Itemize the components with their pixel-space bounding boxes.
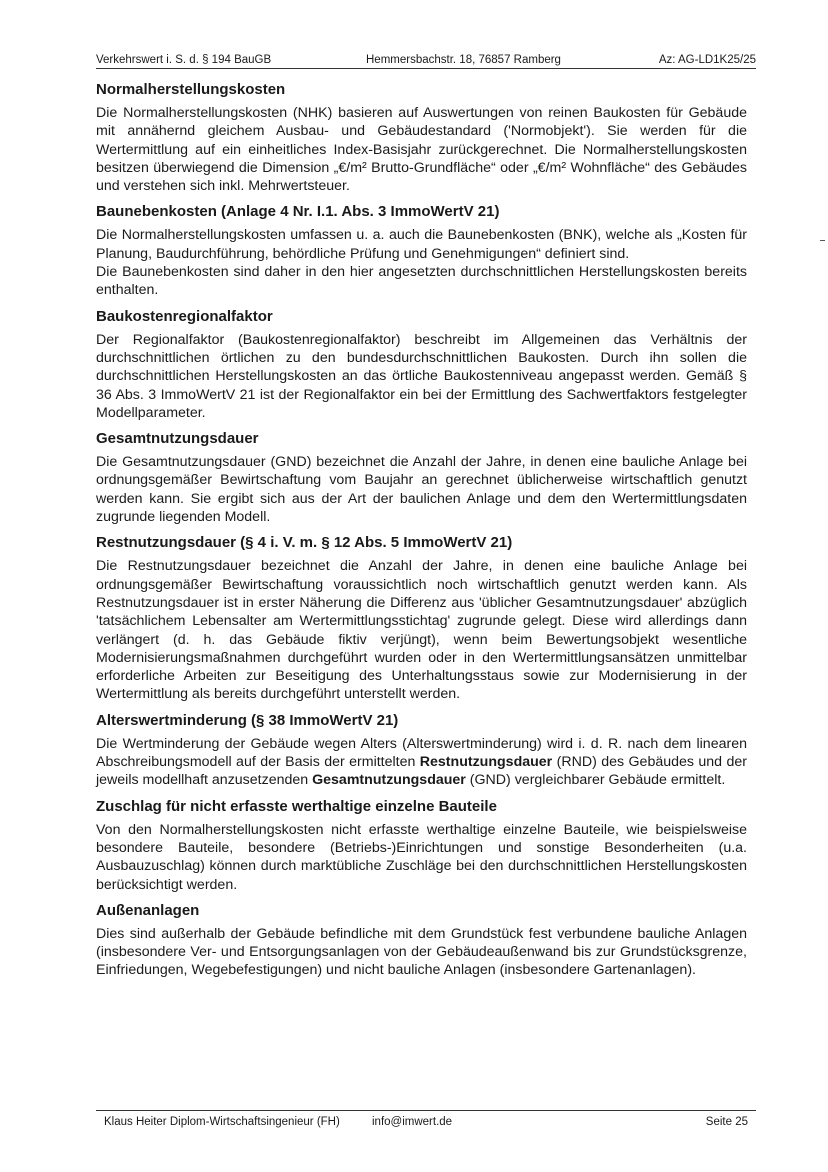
paragraph: Der Regionalfaktor (Baukostenregionalfaktor) beschreibt im Allgemeinen das Verhältnis der durchschnittlichen örtlichen zu den bundesdurchschnittlichen Baukosten. Durch ihn sollen die durchschnittlichen Herstellungskosten an das örtliche Baukostenniveau angepasst werden. Gemäß § 36 Abs. 3 ImmoWertV 21 ist der Regionalfaktor ein bei der Ermittlung des Sachwertfaktors festgelegter Modellparameter. [96,331,747,421]
header-left-text: Verkehrswert i. S. d. § 194 BauGB [96,54,272,66]
page-footer [96,1110,756,1131]
paragraph: Die Baunebenkosten sind daher in den hier angesetzten durchschnittlichen Herstellungskosten bereits enthalten. [96,264,747,299]
page-number: Seite 25 [705,1116,748,1128]
section-body [96,925,747,980]
paragraph-text: Die Wertminderung der Gebäude wegen Alters (Alterswertminderung) wird i. d. R. nach dem linearen Abschreibungsmodell auf der Basis der ermittelten [96,735,747,771]
section-gesamtnutzungsdauer [96,429,747,526]
section-body [96,453,747,526]
section-body [96,104,747,195]
section-title: Normalherstellungskosten [96,81,286,98]
bold-term-restnutzungsdauer: Restnutzungsdauer [419,754,553,771]
section-body [96,331,747,422]
section-zuschlag-bauteile [96,797,747,894]
page-header [96,52,756,69]
paragraph: Von den Normalherstellungskosten nicht erfasste werthaltige einzelne Bauteile, wie beispielsweise besondere Bauteile, besondere (Betriebs-)Einrichtungen und sonstige Besonderheiten (u.a. Ausbauzuschlag) können durch marktübliche Zuschläge bei den durchschnittlichen Herstellungskosten berücksichtigt werden. [96,821,747,893]
paragraph: Dies sind außerhalb der Gebäude befindliche mit dem Grundstück fest verbundene bauliche Anlagen (insbesondere Ver- und Entsorgungsanlagen von der Gebäudeaußenwand bis zur Grundstücksgrenze, Einfriedungen, Wegebefestigungen) und nicht bauliche Anlagen (insbesondere Gartenanlagen). [96,925,747,979]
section-title: Zuschlag für nicht erfasste werthaltige einzelne Bauteile [96,797,497,815]
paragraph: Die Gesamtnutzungsdauer (GND) bezeichnet die Anzahl der Jahre, in denen eine bauliche Anlage bei ordnungsgemäßer Bewirtschaftung vom Baujahr an gerechnet üblicherweise wirtschaftlich genutzt werden kann. Sie ergibt sich aus der Art der baulichen Anlage und dem den Wertermittlungsdaten zugrunde liegenden Modell. [96,454,747,526]
section-baunebenkosten [96,202,747,299]
paragraph: Die Normalherstellungskosten umfassen u. a. auch die Baunebenkosten (BNK), welche als „Kosten für Planung, Baudurchführung, behördliche Prüfung und Genehmigungen“ definiert sind. [96,227,747,262]
paragraph [96,735,747,790]
paragraph-text: (RND) des Gebäudes und der jeweils modellhaft anzusetzenden [96,754,747,789]
section-body [96,735,747,790]
section-title: Außenanlagen [96,901,200,919]
section-title: Baunebenkosten (Anlage 4 Nr. I.1. Abs. 3 ImmoWertV 21) [96,203,500,221]
header-file-reference: Az: AG-LD1K25/25 [658,54,756,66]
paragraph: Die Restnutzungsdauer bezeichnet die Anzahl der Jahre, in denen eine bauliche Anlage bei ordnungsgemäßer Bewirtschaftung voraussichtlich noch wirtschaftlich genutzt werden kann. Als Restnutzungsdauer ist in erster Näherung die Differenz aus 'üblicher Gesamtnutzungsdauer' abzüglich 'tatsächlichem Lebensalter am Wertermittlungsstichtag' zugrunde gelegt. Diese wird allerdings dann verlängert (d. h. das Gebäude fiktiv verjüngt), wenn beim Bewertungsobjekt wesentliche Modernisierungsmaßnahmen durchgeführt wurden oder in den Wertermittlungsansätzen unmittelbar erforderliche Arbeiten zur Beseitigung des Unterhaltungsstaus sowie zur Modernisierung in der Wertermittlung als bereits durchgeführt unterstellt werden. [96,558,747,703]
footer-author: Klaus Heiter Diplom-Wirtschaftsingenieur (FH) [104,1116,340,1128]
margin-mark [820,240,825,241]
section-title: Alterswertminderung (§ 38 ImmoWertV 21) [96,711,399,729]
section-body [96,557,747,703]
paragraph-text: (GND) vergleichbarer Gebäude ermittelt. [465,772,726,789]
bold-term-gesamtnutzungsdauer: Gesamtnutzungsdauer [312,772,466,789]
section-aussenanlagen [96,901,747,980]
footer-email: info@imwert.de [372,1116,453,1128]
section-title: Gesamtnutzungsdauer [96,430,259,448]
section-body [96,226,747,299]
section-alterswertminderung [96,711,747,790]
paragraph: Die Normalherstellungskosten (NHK) basieren auf Auswertungen von reinen Baukosten für Gebäude mit annähernd gleichem Ausbau- und Gebäudestandard ('Normobjekt'). Sie werden für die Wertermittlung auf ein einheitliches Index-Basisjahr zurückgerechnet. Die Normalherstellungskosten besitzen überwiegend die Dimension „€/m² Brutto-Grundfläche“ oder „€/m² Wohnfläche“ des Gebäudes und verstehen sich inkl. Mehrwertsteuer. [96,105,747,195]
section-title: Restnutzungsdauer (§ 4 i. V. m. § 12 Abs. 5 ImmoWertV 21) [96,534,513,552]
section-baukostenregionalfaktor [96,307,747,422]
section-normalherstellungskosten [96,80,747,195]
page-content [96,80,747,987]
section-body [96,821,747,894]
section-restnutzungsdauer [96,533,747,703]
section-title: Baukostenregionalfaktor [96,307,273,325]
header-address: Hemmersbachstr. 18, 76857 Ramberg [366,54,561,66]
